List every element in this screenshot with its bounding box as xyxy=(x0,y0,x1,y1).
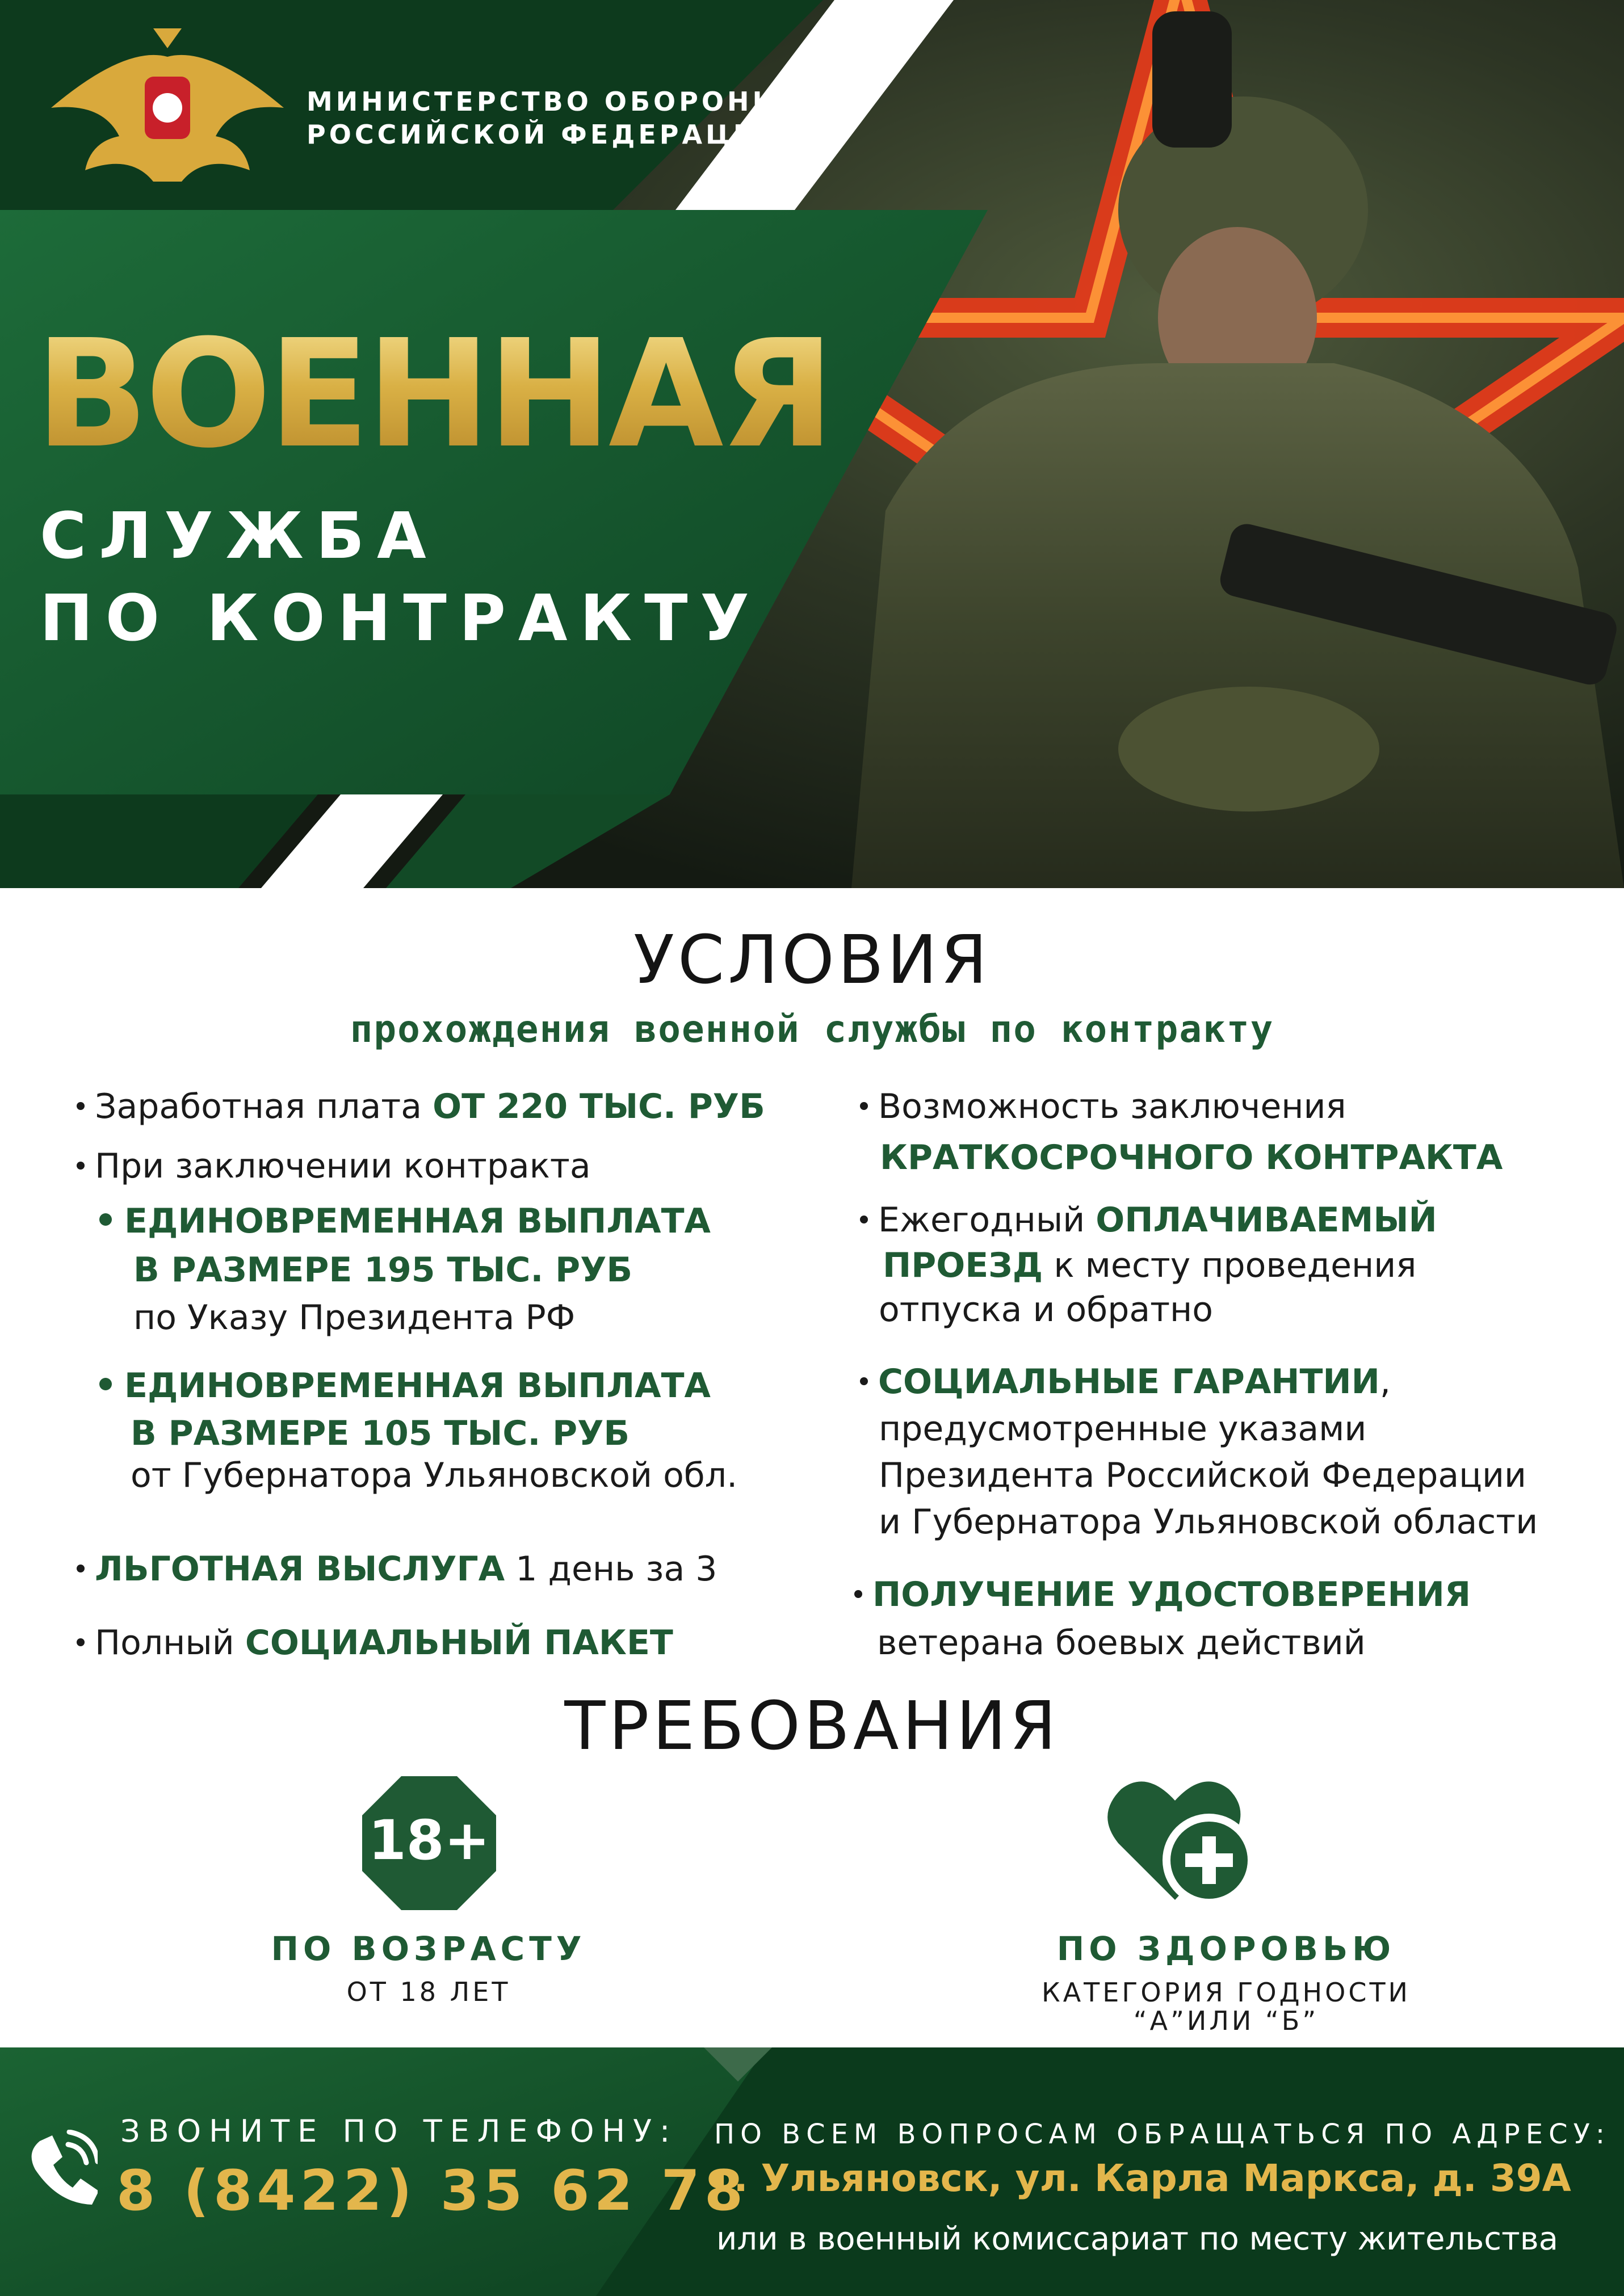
condition-veteran xyxy=(854,1572,1471,1617)
conditions-subheading: прохождения военной службы по контракту xyxy=(350,1007,1274,1051)
hero-banner xyxy=(0,0,1624,888)
bullet xyxy=(77,1162,85,1170)
package-text: Полный xyxy=(95,1623,245,1663)
bullet xyxy=(77,1102,85,1110)
payment2-line2: В РАЗМЕРЕ 105 ТЫС. РУБ xyxy=(131,1414,630,1453)
age-label: ПО ВОЗРАСТУ xyxy=(271,1929,586,1968)
short-text: Возможность заключения xyxy=(878,1087,1346,1126)
conditions-heading: УСЛОВИЯ xyxy=(633,920,991,999)
bullet xyxy=(77,1638,85,1646)
condition-service-length xyxy=(77,1546,717,1592)
veteran-text: ветерана боевых действий xyxy=(877,1623,1366,1663)
social-line3: Президента Российской Федерации xyxy=(879,1456,1526,1495)
phone-number[interactable]: 8 (8422) 35 62 78 xyxy=(116,2159,748,2223)
travel-text2: к месту проведения xyxy=(1043,1246,1417,1285)
call-label: ЗВОНИТЕ ПО ТЕЛЕФОНУ: xyxy=(120,2113,678,2149)
eagle-emblem-icon xyxy=(40,23,295,193)
package-hl: СОЦИАЛЬНЫЙ ПАКЕТ xyxy=(245,1623,673,1663)
travel-line3: отпуска и обратно xyxy=(879,1290,1213,1330)
travel-hl2: ПРОЕЗД xyxy=(883,1246,1043,1285)
payment2-line1: ЕДИНОВРЕМЕННАЯ ВЫПЛАТА xyxy=(124,1366,711,1406)
condition-payment-1 xyxy=(99,1199,711,1244)
payment1-line2: В РАЗМЕРЕ 195 ТЫС. РУБ xyxy=(133,1250,633,1290)
bullet xyxy=(99,1213,112,1226)
health-label: ПО ЗДОРОВЬЮ xyxy=(1056,1929,1396,1968)
age-badge-text: 18+ xyxy=(368,1809,490,1872)
bullet xyxy=(77,1565,85,1572)
condition-salary xyxy=(77,1084,765,1129)
travel-line2 xyxy=(883,1243,1416,1288)
payment1-note: по Указу Президента РФ xyxy=(133,1298,576,1338)
travel-text: Ежегодный xyxy=(878,1200,1096,1240)
bullet xyxy=(854,1590,862,1598)
salary-text: Заработная плата xyxy=(95,1087,433,1126)
page-title: ВОЕННАЯ xyxy=(35,308,832,481)
bullet xyxy=(860,1216,868,1223)
health-detail-2: “А”ИЛИ “Б” xyxy=(1133,2005,1319,2036)
social-line2: предусмотренные указами xyxy=(879,1409,1367,1449)
heart-cross-icon xyxy=(1107,1775,1254,1911)
condition-short-contract xyxy=(860,1084,1346,1129)
subtitle-line2: ПО КОНТРАКТУ xyxy=(40,582,762,655)
veteran-hl: ПОЛУЧЕНИЕ УДОСТОВЕРЕНИЯ xyxy=(872,1575,1471,1614)
requirements-heading: ТРЕБОВАНИЯ xyxy=(564,1687,1060,1765)
payment1-line1: ЕДИНОВРЕМЕННАЯ ВЫПЛАТА xyxy=(124,1201,711,1241)
phone-icon xyxy=(24,2130,98,2209)
social-line4: и Губернатора Ульяновской области xyxy=(879,1502,1538,1542)
ministry-title xyxy=(307,85,784,151)
condition-social-guarantees xyxy=(860,1359,1391,1404)
address-note: или в военный комиссариат по месту жительства xyxy=(716,2221,1559,2257)
payment2-note: от Губернатора Ульяновской обл. xyxy=(131,1456,738,1495)
octagon-18-icon xyxy=(362,1776,496,1910)
condition-travel xyxy=(860,1197,1437,1243)
condition-contract xyxy=(77,1143,591,1189)
bullet xyxy=(99,1378,112,1390)
age-detail: ОТ 18 ЛЕТ xyxy=(346,1977,511,2007)
condition-social-package xyxy=(77,1620,673,1666)
salary-value: ОТ 220 ТЫС. РУБ xyxy=(433,1087,765,1126)
subtitle-line1: СЛУЖБА xyxy=(40,499,439,573)
condition-payment-2 xyxy=(99,1363,711,1408)
footer-contacts xyxy=(0,2047,1624,2296)
bullet xyxy=(860,1102,868,1110)
ministry-line1: МИНИСТЕРСТВО ОБОРОНЫ xyxy=(307,86,783,117)
travel-hl1: ОПЛАЧИВАЕМЫЙ xyxy=(1096,1200,1437,1240)
contract-text: При заключении контракта xyxy=(95,1146,591,1186)
service-hl: ЛЬГОТНАЯ ВЫСЛУГА xyxy=(95,1549,505,1589)
bullet xyxy=(860,1377,868,1385)
service-text: 1 день за 3 xyxy=(505,1549,717,1589)
social-comma: , xyxy=(1379,1362,1391,1402)
health-detail-1: КАТЕГОРИЯ ГОДНОСТИ xyxy=(1042,1977,1411,2008)
address-label: ПО ВСЕМ ВОПРОСАМ ОБРАЩАТЬСЯ ПО АДРЕСУ: xyxy=(714,2118,1611,2150)
social-hl: СОЦИАЛЬНЫЕ ГАРАНТИИ xyxy=(878,1362,1380,1402)
short-hl: КРАТКОСРОЧНОГО КОНТРАКТА xyxy=(880,1138,1503,1178)
address: г. Ульяновск, ул. Карла Маркса, д. 39А xyxy=(714,2156,1571,2200)
ministry-line2: РОССИЙСКОЙ ФЕДЕРАЦИИ xyxy=(307,119,784,150)
